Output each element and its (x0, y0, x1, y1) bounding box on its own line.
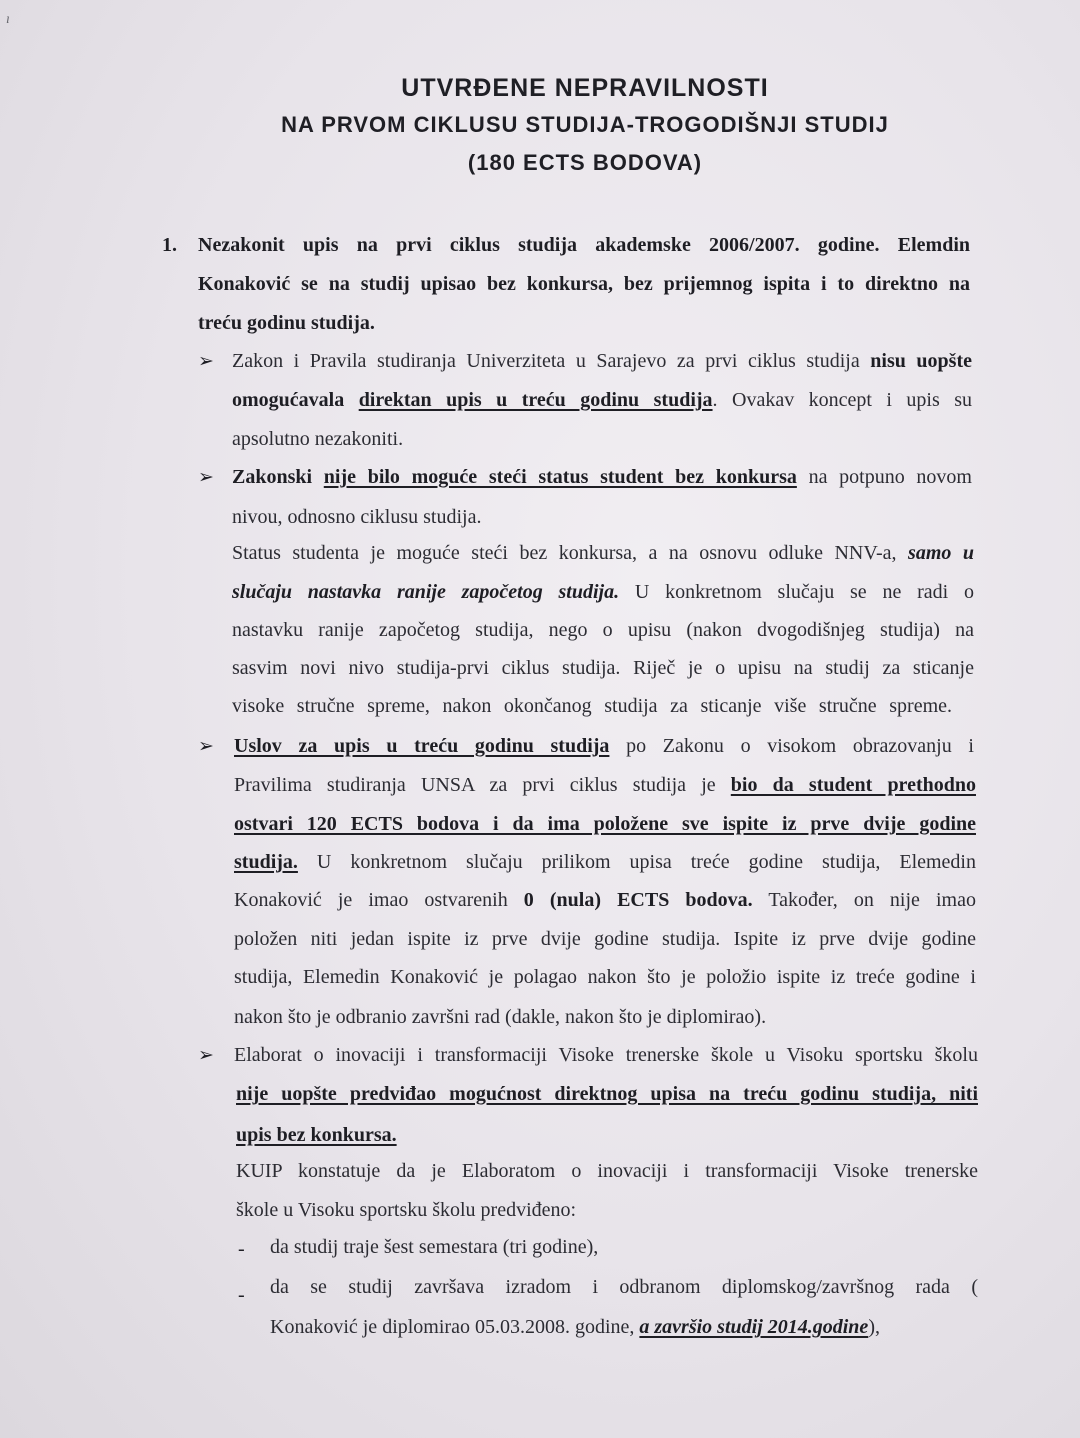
b1-line-2: omogućavala direktan upis u treću godinu studija. Ovakav koncept i upis su (232, 389, 973, 411)
bullet-arrow-icon: ➢ (198, 351, 214, 372)
b3-line-4: studija. U konkretnom slučaju prilikom upisa treće godine studija, Elemedin (234, 851, 976, 873)
b4-line-4: KUIP konstatuje da je Elaboratom o inovaciji i transformaciji Visoke trenerske (236, 1160, 978, 1182)
b4-line-5: škole u Visoku sportsku školu predviđeno: (236, 1199, 577, 1221)
bullet-arrow-icon: ➢ (198, 1045, 214, 1066)
b4-line-2: nije uopšte predviđao mogućnost direktnog upisa na treću godinu studija, niti (236, 1083, 978, 1105)
b3-line-6: položen niti jedan ispite iz prve dvije godine studija. Ispite iz prve dvije godine (234, 928, 976, 950)
bullet-arrow-icon: ➢ (198, 467, 214, 488)
b2-line-1: Zakonski nije bilo moguće steći status student bez konkursa na potpuno novom (232, 466, 972, 488)
b1-line-3: apsolutno nezakoniti. (232, 428, 404, 450)
b1-line-1: Zakon i Pravila studiranja Univerziteta u Sarajevo za prvi ciklus studija nisu uopšte (232, 350, 972, 372)
dash-marker: - (238, 1238, 245, 1260)
bullet-arrow-icon: ➢ (198, 736, 214, 757)
item1-line-1: Nezakonit upis na prvi ciklus studija akademske 2006/2007. godine. Elemdin (198, 234, 970, 256)
b2-line-4: slučaju nastavka ranije započetog studija. U konkretnom slučaju se ne radi o (232, 581, 974, 603)
title-line-1: UTVRĐENE NEPRAVILNOSTI (401, 74, 769, 102)
b3-line-3: ostvari 120 ECTS bodova i da ima položene sve ispite iz prve dvije godine (234, 813, 976, 835)
b2-line-7: visoke stručne spreme, nakon okončanog studija za sticanje više stručne spreme. (232, 695, 952, 717)
b2-line-3: Status studenta je moguće steći bez konkursa, a na osnovu odluke NNV-a, samo u (232, 542, 974, 564)
item-number: 1. (162, 234, 177, 256)
title-line-3: (180 ECTS BODOVA) (467, 150, 703, 175)
b3-line-7: studija, Elemedin Konaković je polagao nakon što je položio ispite iz treće godine i (234, 966, 976, 988)
b3-line-2: Pravilima studiranja UNSA za prvi ciklus studija je bio da student prethodno (234, 774, 976, 796)
b2-line-2: nivou, odnosno ciklusu studija. (232, 506, 482, 528)
b2-line-5: nastavku ranije započetog studija, nego o upisu (nakon dvogodišnjeg studija) na (232, 619, 974, 641)
b3-line-1: Uslov za upis u treću godinu studija po Zakonu o visokom obrazovanju i (234, 735, 974, 757)
dash-item-1: da studij traje šest semestara (tri godine), (270, 1236, 599, 1258)
title-line-2: NA PRVOM CIKLUSU STUDIJA-TROGODIŠNJI STUDIJ (281, 112, 889, 137)
b2-line-6: sasvim novi nivo studija-prvi ciklus studija. Riječ je o upisu na studij za sticanje (232, 657, 974, 679)
b3-line-5: Konaković je imao ostvarenih 0 (nula) ECTS bodova. Također, on nije imao (234, 889, 976, 911)
item1-line-3: treću godinu studija. (198, 312, 375, 334)
b4-line-3: upis bez konkursa. (236, 1124, 397, 1146)
item1-line-2: Konaković se na studij upisao bez konkursa, bez prijemnog ispita i to direktno na (198, 273, 970, 295)
dash-item-2-continuation: Konaković je diplomirao 05.03.2008. godine, a završio studij 2014.godine), (270, 1316, 880, 1338)
b3-line-8: nakon što je odbranio završni rad (dakle, nakon što je diplomirao). (234, 1006, 767, 1028)
dash-item-2: da se studij završava izradom i odbranom diplomskog/završnog rada ( (270, 1276, 978, 1298)
dash-marker: - (238, 1284, 245, 1306)
corner-mark: ı (6, 12, 10, 27)
b4-line-1: Elaborat o inovaciji i transformaciji Visoke trenerske škole u Visoku sportsku školu (234, 1044, 978, 1066)
